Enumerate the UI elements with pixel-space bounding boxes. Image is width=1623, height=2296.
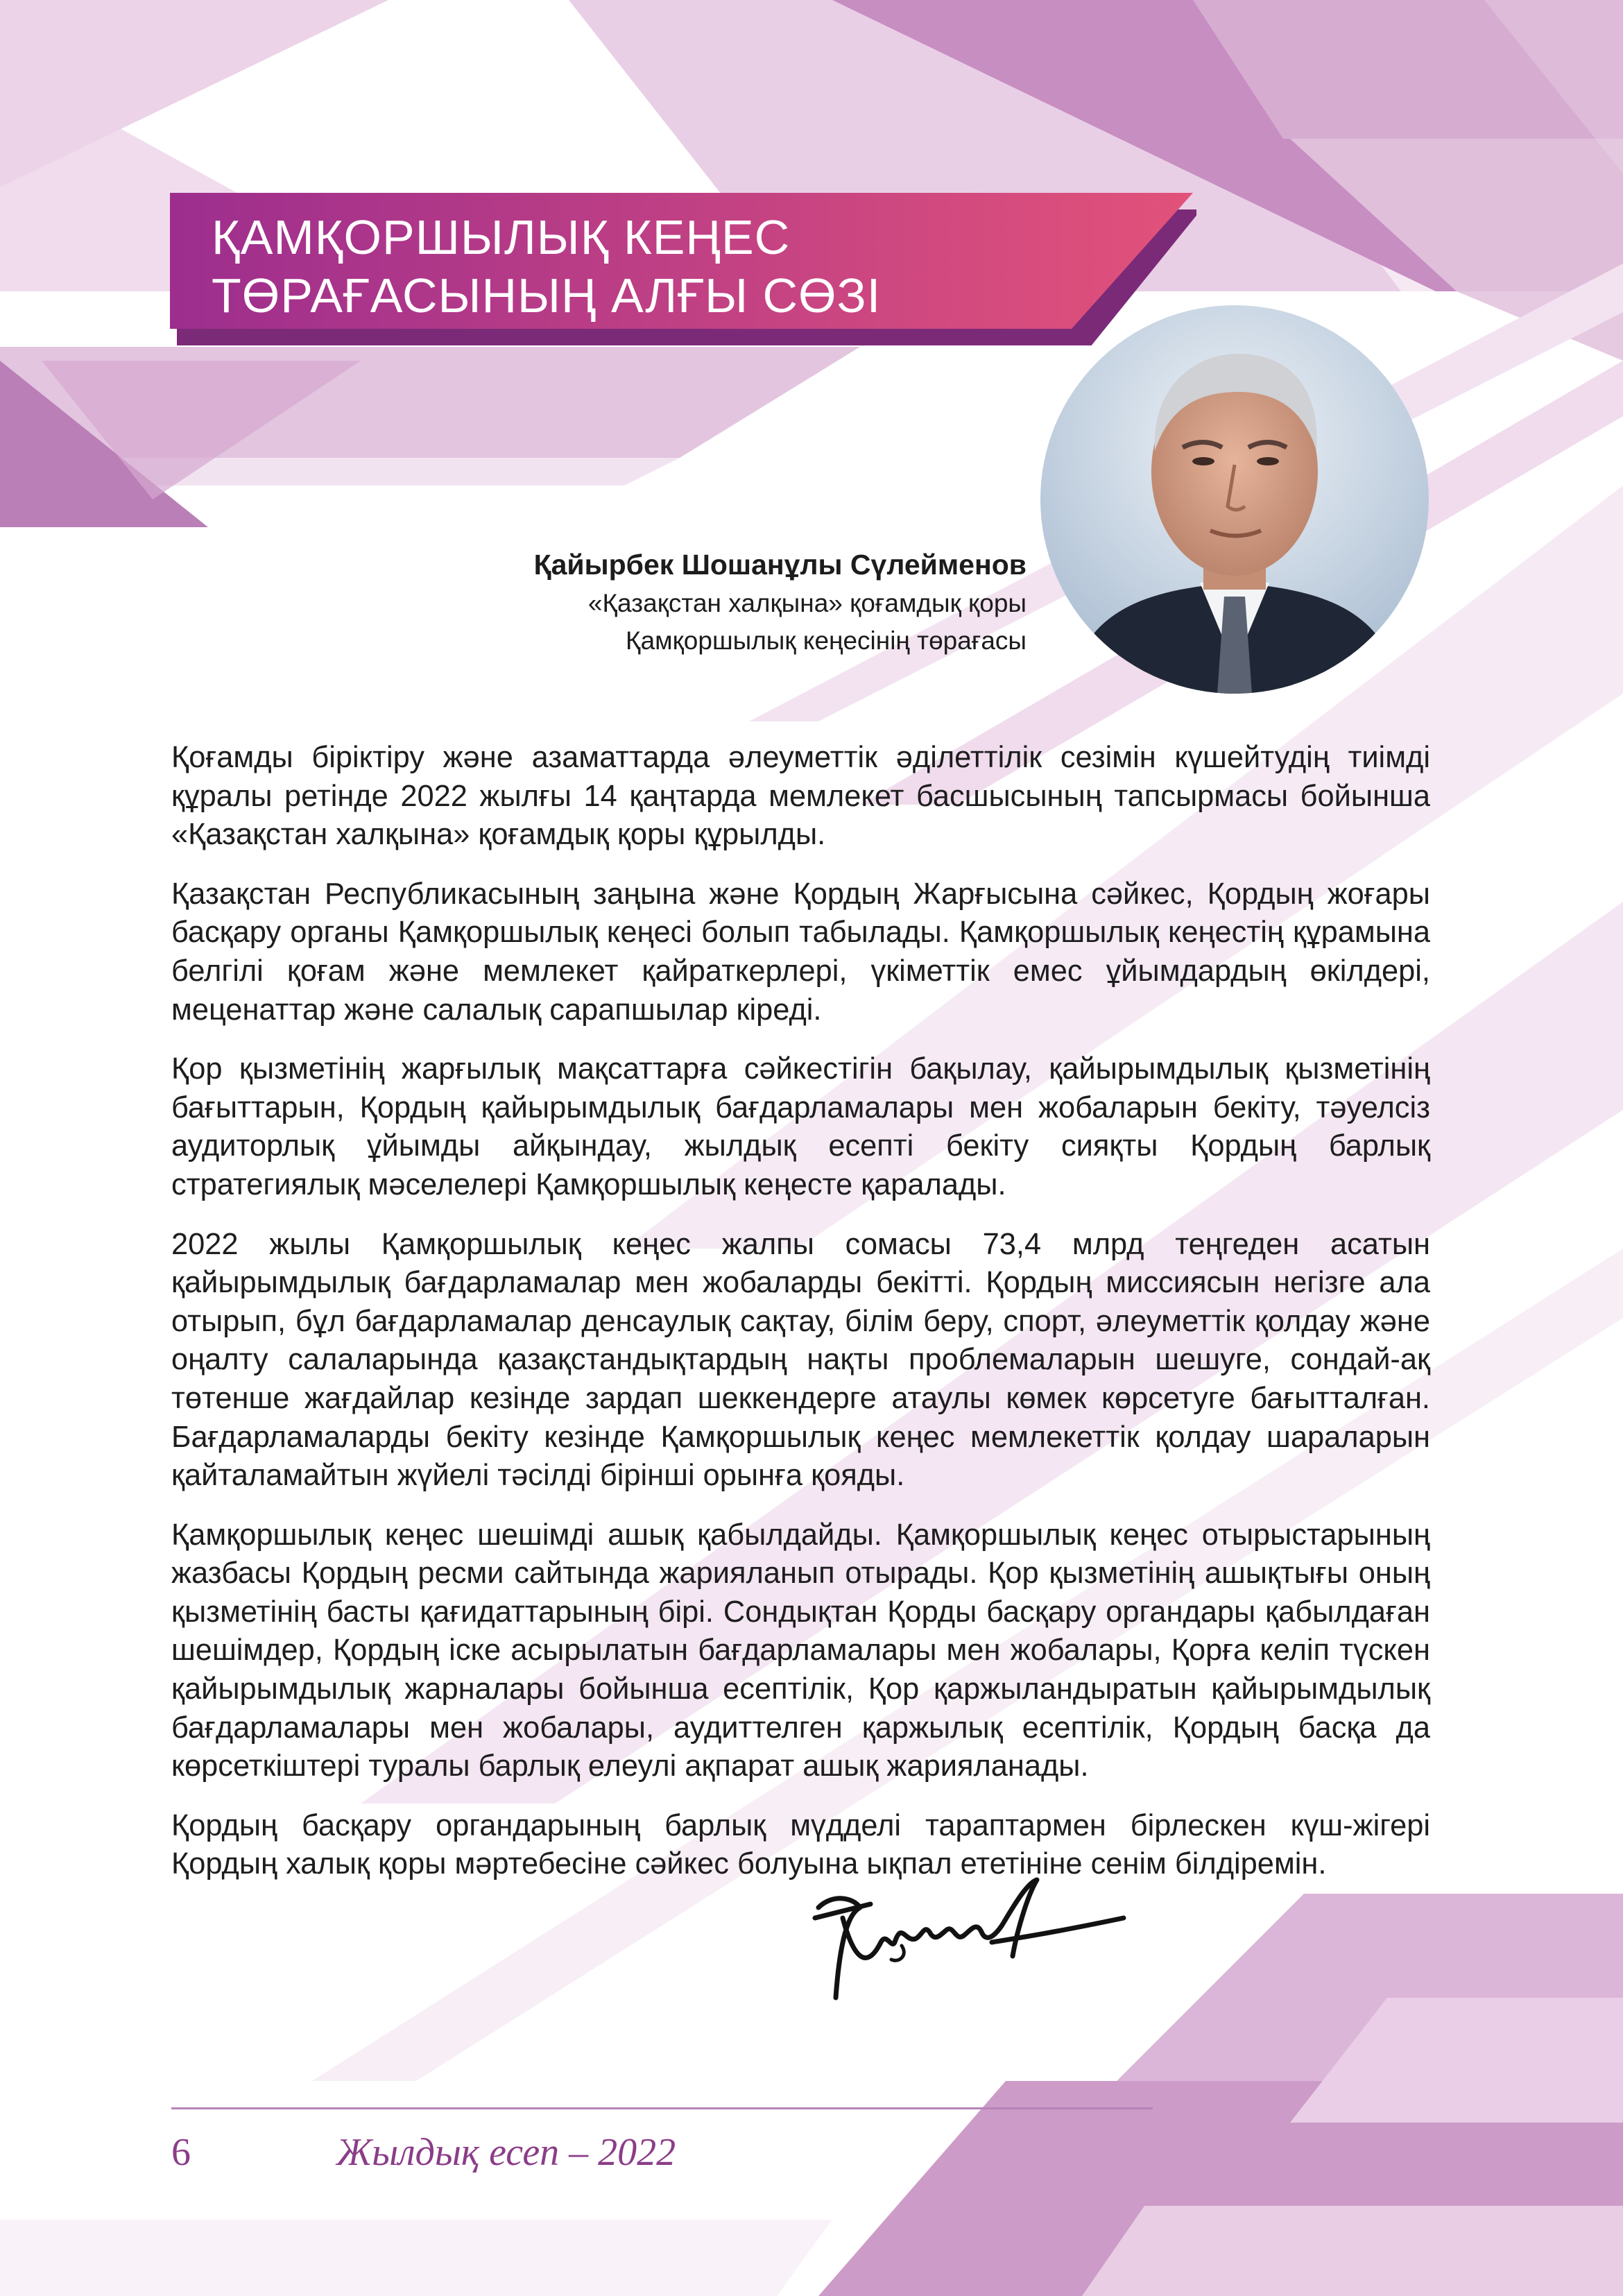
signatory-role-line-1: «Қазақстан халқына» қоғамдық қоры [587, 589, 1027, 617]
signatory-block [534, 545, 1027, 660]
body-paragraph-6: Қордың басқару органдарының барлық мүдделі тараптармен бірлескен күш-жігері Қордың халық қоры мәртебесіне сәйкес болуына ықпал ететініне сенім білдіремін. [171, 1808, 1430, 1881]
handwritten-signature [805, 1866, 1131, 2032]
chairman-portrait [1040, 305, 1429, 694]
body-paragraph-2: Қазақстан Республикасының заңына және Қордың Жарғысына сәйкес, Қордың жоғары басқару органы Қамқоршылық кеңесі болып табылады. Қамқоршылық кеңестің құрамына белгілі қоғам және мемлекет қайраткерлері, үкіметтік емес ұйымдардың өкілдері, меценаттар және салалық сарапшылар кіреді. [171, 877, 1430, 1027]
footer-title: Жылдық есеп – 2022 [336, 2131, 676, 2174]
signatory-role-line-2: Қамқоршылық кеңесінің төрағасы [626, 626, 1027, 655]
body-paragraph-3: Қор қызметінің жарғылық мақсаттарға сәйкестігін бақылау, қайырымдылық қызметінің бағыттарын, Қордың қайырымдылық бағдарламалары мен жобаларын бекіту, тәуелсіз аудиторлық ұйымды айқындау, жылдық есепті бекіту сияқты Қордың барлық стратегиялық мәселелері Қамқоршылық кеңесте қаралады. [171, 1052, 1430, 1201]
footer-divider [171, 2107, 1153, 2109]
page-title-line-2: ТӨРАҒАСЫНЫҢ АЛҒЫ СӨЗІ [212, 268, 882, 323]
body-paragraph-5: Қамқоршылық кеңес шешімді ашық қабылдайды. Қамқоршылық кеңес отырыстарының жазбасы Қордың ресми сайтында жарияланып отырады. Қор қызметінің ашықтығы оның қызметінің басты қағидаттарының бірі. Сондықтан Қорды басқару органдары қабылдаған шешімдер, Қордың іске асырылатын бағдарламалары мен жобалары, Қорға келіп түскен қайырымдылық жарналары бойынша есептілік, Қор қаржыландыратын қайырымдылық бағдарламалары мен жобалары, аудиттелген қаржылық есептілік, Қордың басқа да көрсеткіштері туралы барлық елеулі ақпарат ашық жарияланады. [171, 1518, 1430, 1783]
title-banner [170, 193, 1196, 345]
signatory-name: Қайырбек Шошанұлы Сүлейменов [533, 549, 1027, 581]
body-paragraph-4: 2022 жылы Қамқоршылық кеңес жалпы сомасы 73,4 млрд теңгеден асатын қайырымдылық бағдарламалар мен жобаларды бекітті. Қордың миссиясын негізге ала отырып, бұл бағдарламалар денсаулық сақтау, білім беру, спорт, әлеуметтік қолдау және оңалту салаларында қазақстандықтардың нақты проблемаларын шешуге, сондай-ақ төтенше жағдайлар кезінде зардап шеккендерге атаулы көмек көрсетуге бағытталған. Бағдарламаларды бекіту кезінде Қамқоршылық кеңес мемлекеттік қолдау шараларын қайталамайтын жүйелі тәсілді бірінші орынға қояды. [171, 1227, 1430, 1493]
foreword-body [171, 739, 1430, 1905]
portrait-image [1040, 305, 1429, 694]
page-title [212, 208, 881, 325]
body-paragraph-1: Қоғамды біріктіру және азаматтарда әлеуметтік әділеттілік сезімін күшейтудің тиімді құралы ретінде 2022 жылғы 14 қаңтарда мемлекет басшысының тапсырмасы бойынша «Қазақстан халқына» қоғамдық қоры құрылды. [171, 741, 1430, 852]
page-number: 6 [171, 2131, 191, 2174]
page-title-line-1: ҚАМҚОРШЫЛЫҚ КЕҢЕС [212, 210, 791, 264]
